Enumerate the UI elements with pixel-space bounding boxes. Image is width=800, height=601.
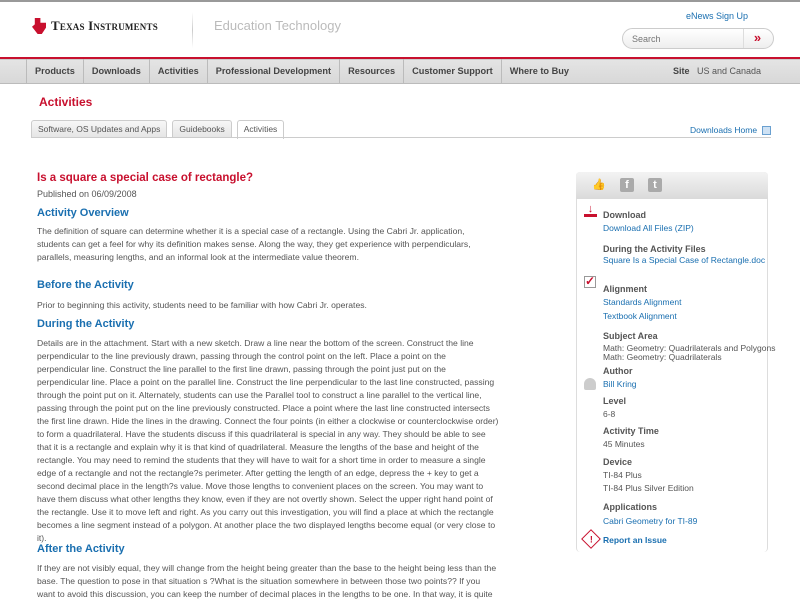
page-title: Activities (39, 95, 93, 109)
text-line: the rectangle. Use it to move left and right. As you carry out this investigation, you will find a place at which the rectangle (37, 507, 494, 517)
logo-text: Texas Instruments (51, 18, 158, 33)
text-line: edge of a rectangle and not the rectangle?s perimeter. After getting the length of an edge, depress the + key to get a (37, 468, 479, 478)
like-icon[interactable]: 👍 (592, 179, 606, 191)
twitter-icon[interactable]: t (648, 178, 662, 192)
nav-menu (26, 59, 577, 84)
author-link[interactable]: Bill Kring (603, 379, 637, 389)
text-line: becomes a line segment instead of a polygon. At another place the two displayed lengths become equal (or very close to (37, 520, 496, 530)
during-text (37, 337, 552, 545)
text-line: Details are in the attachment. Start with a new sketch. Draw a line near the bottom of the screen. Construct the line (37, 338, 474, 348)
subject-2: Math: Geometry: Quadrilaterals (603, 352, 722, 362)
download-heading: Download (603, 210, 646, 220)
subject-heading: Subject Area (603, 331, 658, 341)
overview-text (37, 225, 552, 264)
text-line: that it is a rectangle and explain why it is that kind of quadrilateral. Measure the lengths of the base and height of the (37, 442, 479, 452)
text-line: through the point put on it. Alternately, students can use the Parallel tool to construct a line parallel to the vertical line, (37, 390, 482, 400)
text-line: want to avoid this discussion, you can keep the number of decimal places in the lengths to be one. In that way, it is quite (37, 589, 493, 599)
device-heading: Device (603, 457, 633, 467)
top-border (0, 0, 800, 2)
text-line: the first line drawn. Hide the lines in the drawing. Connect the four points (in either a clockwise or counterclockwise order) (37, 416, 499, 426)
level-value: 6-8 (603, 409, 616, 419)
alignment-heading: Alignment (603, 284, 647, 294)
search-box (622, 28, 774, 49)
text-line: second decimal place in the length?s value. Move those lengths to convenient places on the screen. You may want to (37, 481, 484, 491)
enews-signup-link[interactable]: eNews Sign Up (686, 11, 749, 21)
during-files-heading: During the Activity Files (603, 244, 706, 254)
text-line: Prior to beginning this activity, students need to be familiar with how Cabri Jr. operates. (37, 300, 367, 310)
tab-software[interactable]: Software, OS Updates and Apps (31, 120, 167, 138)
text-line: perpendicular to the line previously drawn, passing through the control point on the left. Place a point on the (37, 351, 446, 361)
downloads-home-label: Downloads Home (690, 125, 758, 135)
nav-customer-support[interactable]: Customer Support (403, 59, 501, 84)
textbook-alignment-link[interactable]: Textbook Alignment (603, 311, 677, 321)
overview-heading: Activity Overview (37, 207, 129, 219)
facebook-icon[interactable]: f (620, 178, 634, 192)
text-line: parallels, measuring lengths, and an informal look at the intermediate value theorem. (37, 252, 359, 262)
text-line: have them discuss what other lengths they know, even if they are not overtly shown. Select the upper right hand point of (37, 494, 493, 504)
section-title: Education Technology (214, 18, 341, 33)
nav-products[interactable]: Products (26, 59, 83, 84)
ti-logo-icon (32, 18, 46, 34)
text-line: The definition of square can determine whether it is a special case of a rectangle. Using the Cabri Jr. application, (37, 226, 465, 236)
time-heading: Activity Time (603, 426, 659, 436)
text-line: base. The question to pose in that situation s ?What is the situation somewhere in between those two points?? If you (37, 576, 481, 586)
nav-resources[interactable]: Resources (339, 59, 403, 84)
text-line: passing through the point put on the line previously constructed. Place a point where the last line constructed intersects (37, 403, 490, 413)
subject-1: Math: Geometry: Quadrilaterals and Polygons (603, 343, 776, 353)
app-link[interactable]: Cabri Geometry for TI-89 (603, 516, 698, 526)
warning-icon: ! (581, 529, 601, 549)
nav-where-to-buy[interactable]: Where to Buy (501, 59, 577, 84)
search-input[interactable] (623, 34, 743, 44)
nav-downloads[interactable]: Downloads (83, 59, 149, 84)
ti-logo[interactable] (32, 18, 158, 34)
tab-guidebooks[interactable]: Guidebooks (172, 120, 231, 138)
apps-heading: Applications (603, 502, 658, 512)
activity-title: Is a square a special case of rectangle? (37, 172, 254, 184)
during-heading: During the Activity (37, 318, 135, 330)
author-heading: Author (603, 366, 633, 376)
text-line: perpendicular line. Construct the line parallel to the first line drawn, passing through the point just put on the (37, 364, 446, 374)
time-value: 45 Minutes (603, 439, 645, 449)
download-all-link[interactable]: Download All Files (ZIP) (603, 223, 694, 233)
level-heading: Level (603, 396, 627, 406)
search-go-button[interactable]: » (743, 29, 771, 48)
downloads-home-link[interactable] (690, 125, 771, 135)
standards-alignment-link[interactable]: Standards Alignment (603, 297, 682, 307)
nav-activities[interactable]: Activities (149, 59, 207, 84)
after-heading: After the Activity (37, 543, 125, 555)
author-icon (584, 378, 596, 390)
social-bar (576, 172, 768, 199)
text-line: it). (37, 533, 47, 543)
during-file-link[interactable]: Square Is a Special Case of Rectangle.doc (603, 255, 766, 265)
site-selector[interactable]: US and Canada (697, 66, 762, 76)
before-heading: Before the Activity (37, 279, 134, 291)
nav-professional-development[interactable]: Professional Development (207, 59, 339, 84)
device-2: TI-84 Plus Silver Edition (603, 483, 694, 493)
tab-activities[interactable]: Activities (237, 120, 285, 139)
device-1: TI-84 Plus (603, 470, 642, 480)
download-icon: ↓ (584, 205, 597, 217)
text-line: If they are not visibly equal, they will change from the height being greater than the base to the height being less than the (37, 563, 497, 573)
report-issue-link[interactable]: Report an Issue (603, 535, 667, 545)
home-icon (762, 126, 771, 135)
tab-divider (31, 137, 771, 138)
site-label: Site (673, 66, 690, 76)
text-line: to form a quadrilateral. Have the students discuss if this quadrilateral is special in any way. They should be able to see (37, 429, 486, 439)
checkbox-icon: ✓ (585, 274, 596, 288)
before-text (37, 299, 552, 312)
text-line: rectangle. You may need to remind the students that they will have to wait for a short time in order to measure a single (37, 455, 486, 465)
text-line: perpendicular line. Place a point on the parallel line. Construct the line perpendicular to the last line constructed, passing (37, 377, 495, 387)
after-text (37, 562, 552, 601)
text-line: students can get a feel for why its definition makes sense. Along the way, they get experience with perpendiculars, (37, 239, 471, 249)
header-divider (192, 12, 193, 48)
published-date: Published on 06/09/2008 (37, 189, 137, 199)
